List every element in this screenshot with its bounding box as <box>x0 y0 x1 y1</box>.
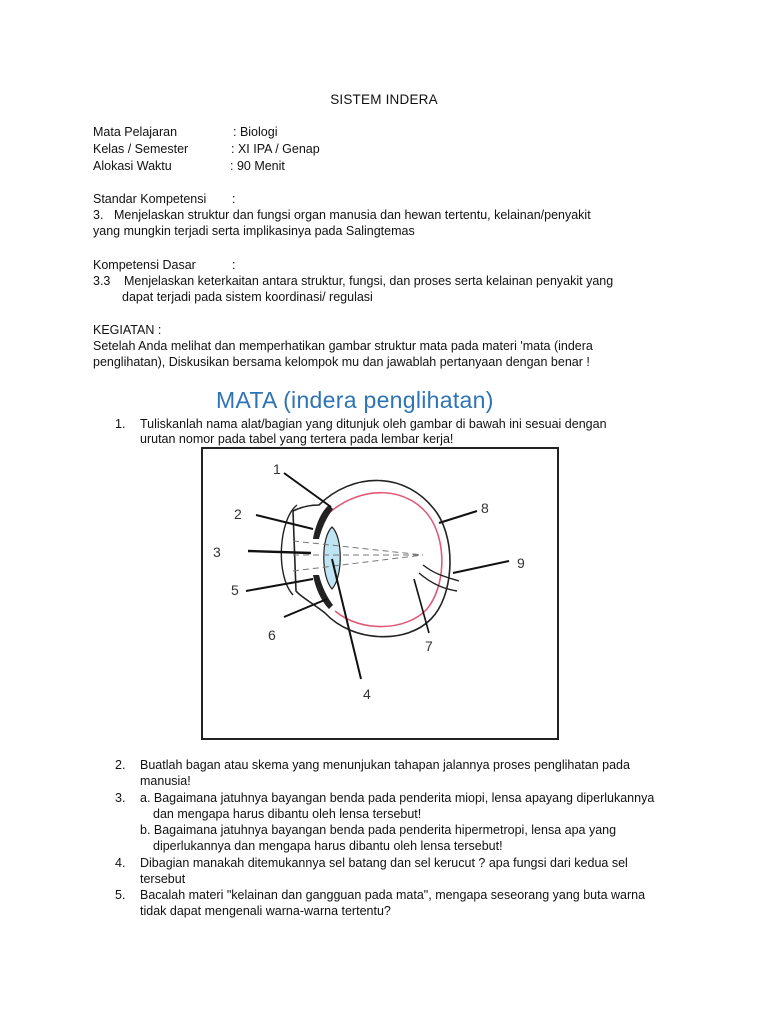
question-1-line2: urutan nomor pada tabel yang tertera pada lembar kerja! <box>140 432 454 446</box>
time-value: : 90 Menit <box>230 159 285 173</box>
question-4-number: 4. <box>115 856 126 870</box>
question-3-b-line1: b. Bagaimana jatuhnya bayangan benda pada penderita hipermetropi, lensa apa yang <box>140 823 617 837</box>
label-5: 5 <box>231 582 239 598</box>
dasar-line2: dapat terjadi pada sistem koordinasi/ regulasi <box>122 290 373 304</box>
class-value: : XI IPA / Genap <box>231 142 320 156</box>
question-3-number: 3. <box>115 791 126 805</box>
label-3: 3 <box>213 544 221 560</box>
label-4: 4 <box>363 686 371 702</box>
subject-value: : Biologi <box>233 125 278 139</box>
question-4-line2: tersebut <box>140 872 186 886</box>
kegiatan-line2: penglihatan), Diskusikan bersama kelompok mu dan jawablah pertanyaan dengan benar ! <box>93 355 590 369</box>
diagram-frame <box>202 448 558 739</box>
class-label: Kelas / Semester <box>93 142 189 156</box>
label-2: 2 <box>234 506 242 522</box>
label-9: 9 <box>517 555 525 571</box>
question-3-b-line2: diperlukannya dan mengapa harus dibantu oleh lensa tersebut! <box>153 839 503 853</box>
subject-label: Mata Pelajaran <box>93 125 178 139</box>
question-3-a-line1: a. Bagaimana jatuhnya bayangan benda pada penderita miopi, lensa apayang diperlukannya <box>140 791 655 805</box>
kegiatan-line1: Setelah Anda melihat dan memperhatikan gambar struktur mata pada materi 'mata (indera <box>93 339 593 353</box>
eye-diagram <box>201 447 559 740</box>
dasar-label: Kompetensi Dasar <box>93 258 196 272</box>
dasar-line1: Menjelaskan keterkaitan antara struktur, fungsi, dan proses serta kelainan penyakit yang <box>124 274 614 288</box>
kegiatan-label: KEGIATAN : <box>93 323 162 337</box>
question-2-line2: manusia! <box>140 774 191 788</box>
section-heading: MATA (indera penglihatan) <box>216 387 494 413</box>
label-7: 7 <box>425 638 433 654</box>
eye-diagram-svg <box>201 447 559 740</box>
dasar-number: 3.3 <box>93 274 111 288</box>
question-5-number: 5. <box>115 888 126 902</box>
question-2-number: 2. <box>115 758 126 772</box>
standar-label: Standar Kompetensi <box>93 192 207 206</box>
question-5-line1: Bacalah materi "kelainan dan gangguan pada mata", mengapa seseorang yang buta warna <box>140 888 646 902</box>
page-title: SISTEM INDERA <box>330 92 438 107</box>
time-label: Alokasi Waktu <box>93 159 172 173</box>
standar-line1: Menjelaskan struktur dan fungsi organ manusia dan hewan tertentu, kelainan/penyakit <box>114 208 591 222</box>
label-1: 1 <box>273 461 281 477</box>
question-2-line1: Buatlah bagan atau skema yang menunjukan tahapan jalannya proses penglihatan pada <box>140 758 630 772</box>
question-1-line1: Tuliskanlah nama alat/bagian yang ditunjuk oleh gambar di bawah ini sesuai dengan <box>140 417 607 431</box>
question-4-line1: Dibagian manakah ditemukannya sel batang dan sel kerucut ? apa fungsi dari kedua sel <box>140 856 628 870</box>
question-3-a-line2: dan mengapa harus dibantu oleh lensa tersebut! <box>153 807 422 821</box>
question-1-number: 1. <box>115 417 126 431</box>
dasar-colon: : <box>232 258 236 272</box>
question-5-line2: tidak dapat mengenali warna-warna tertentu? <box>140 904 391 918</box>
label-6: 6 <box>268 627 276 643</box>
standar-colon: : <box>232 192 236 206</box>
standar-number: 3. <box>93 208 104 222</box>
standar-line2: yang mungkin terjadi serta implikasinya pada Salingtemas <box>93 224 415 238</box>
label-8: 8 <box>481 500 489 516</box>
